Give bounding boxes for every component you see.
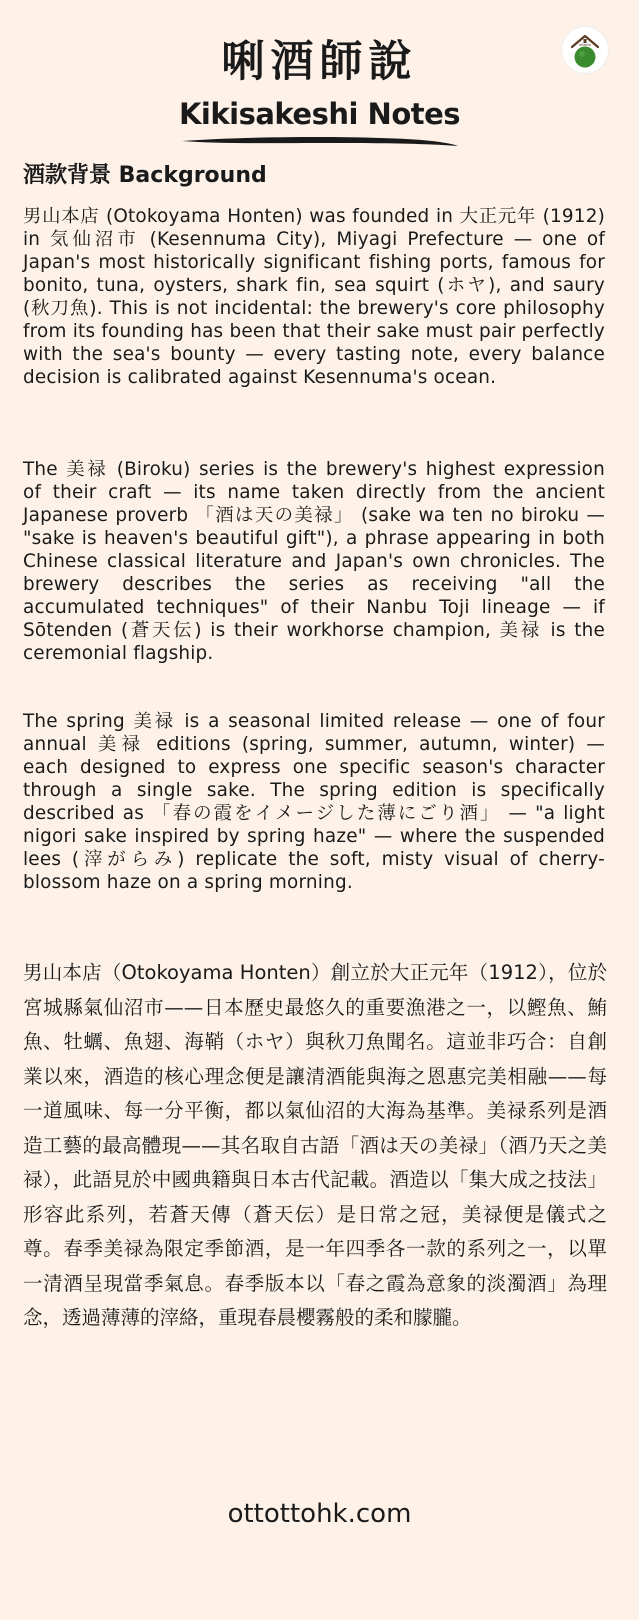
page-title-english: Kikisakeshi Notes [178,97,461,131]
page-title-chinese: 唎酒師說 [221,37,418,87]
background-paragraph-2: The 美禄 (Biroku) series is the brewery's highest expression of their craft — its name taken directly from the ancient Japanese proverb 「酒は天の美禄」 (sake wa ten no biroku — "sake is heaven's beautiful gift"), a phrase appearing in both Chinese classical literature and Japan's own chronicles. The brewery describes the series as receiving "all the accumulated techniques" of their Nanbu Toji lineage — if Sōtenden (蒼天伝) is their workhorse champion, 美禄 is the ceremonial flagship. [23,459,605,664]
background-paragraph-1: 男山本店 (Otokoyama Honten) was founded in 大正元年 (1912) in 気仙沼市 (Kesennuma City), Miyagi Prefecture — one of Japan's most historically significant fishing ports, famous for bonito, tuna, oysters, shark fin, sea squirt (ホヤ), and saury (秋刀魚). This is not incidental: the brewery's core philosophy from its founding has been that their sake must pair perfectly with the sea's bounty — every tasting note, every balance decision is calibrated against Kesennuma's ocean. [23,206,605,388]
section-heading: 酒款背景 Background [23,163,267,188]
page-header [0,32,639,150]
background-paragraph-chinese: 男山本店（Otokoyama Honten）創立於大正元年（1912），位於宮城縣氣仙沼市——日本歷史最悠久的重要漁港之一，以鰹魚、鮪魚、牡蠣、魚翅、海鞘（ホヤ）與秋刀魚聞名。這並非巧合：自創業以來，酒造的核心理念便是讓清酒能與海之恩惠完美相融——每一道風味、每一分平衡，都以氣仙沼的大海為基準。美禄系列是酒造工藝的最高體現——其名取自古語「酒は天の美禄」（酒乃天之美禄），此語見於中國典籍與日本古代記載。酒造以「集大成之技法」形容此系列，若蒼天傳（蒼天伝）是日常之冠，美禄便是儀式之尊。春季美禄為限定季節酒，是一年四季各一款的系列之一，以單一清酒呈現當季氣息。春季版本以「春之霞為意象的淡濁酒」為理念，透過薄薄的滓絡，重現春晨櫻霧般的柔和朦朧。 [23,961,607,1329]
logo-wordmark: ottotto [578,43,592,47]
footer-website[interactable]: ottottohk.com [227,1499,412,1529]
background-paragraph-3: The spring 美禄 is a seasonal limited release — one of four annual 美禄 editions (spring, summer, autumn, winter) — each designed to express one specific season's character through a single sake. The spring edition is specifically described as 「春の霞をイメージした薄にごり酒」 — "a light nigori sake inspired by spring haze" — where the suspended lees (滓がらみ) replicate the soft, misty visual of cherry-blossom haze on a spring morning. [23,711,605,893]
brush-underline [180,134,460,150]
